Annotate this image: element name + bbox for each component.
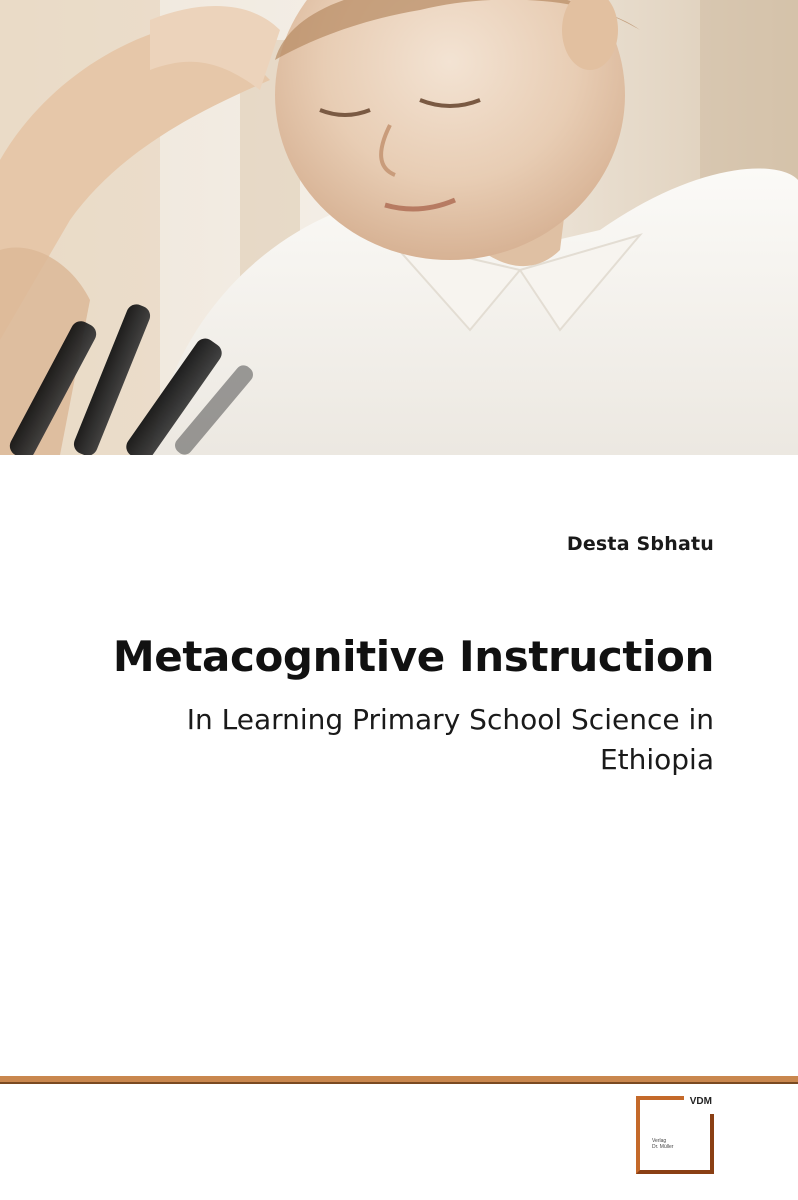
logo-small-line-2: Dr. Müller	[652, 1144, 674, 1150]
logo-small-line-1: Verlag	[652, 1138, 667, 1144]
book-subtitle	[114, 700, 714, 780]
subtitle-line-1: In Learning Primary School Science in	[186, 703, 714, 736]
footer-rule-brown	[0, 1082, 798, 1084]
book-title: Metacognitive Instruction	[112, 632, 714, 681]
boy-studying-photo	[0, 0, 798, 455]
cover-photo	[0, 0, 798, 455]
publisher-logo	[636, 1096, 714, 1174]
logo-small-text	[652, 1138, 673, 1150]
logo-text: VDM	[689, 1096, 712, 1107]
author-name: Desta Sbhatu	[566, 533, 714, 555]
subtitle-line-2: Ethiopia	[599, 743, 714, 776]
